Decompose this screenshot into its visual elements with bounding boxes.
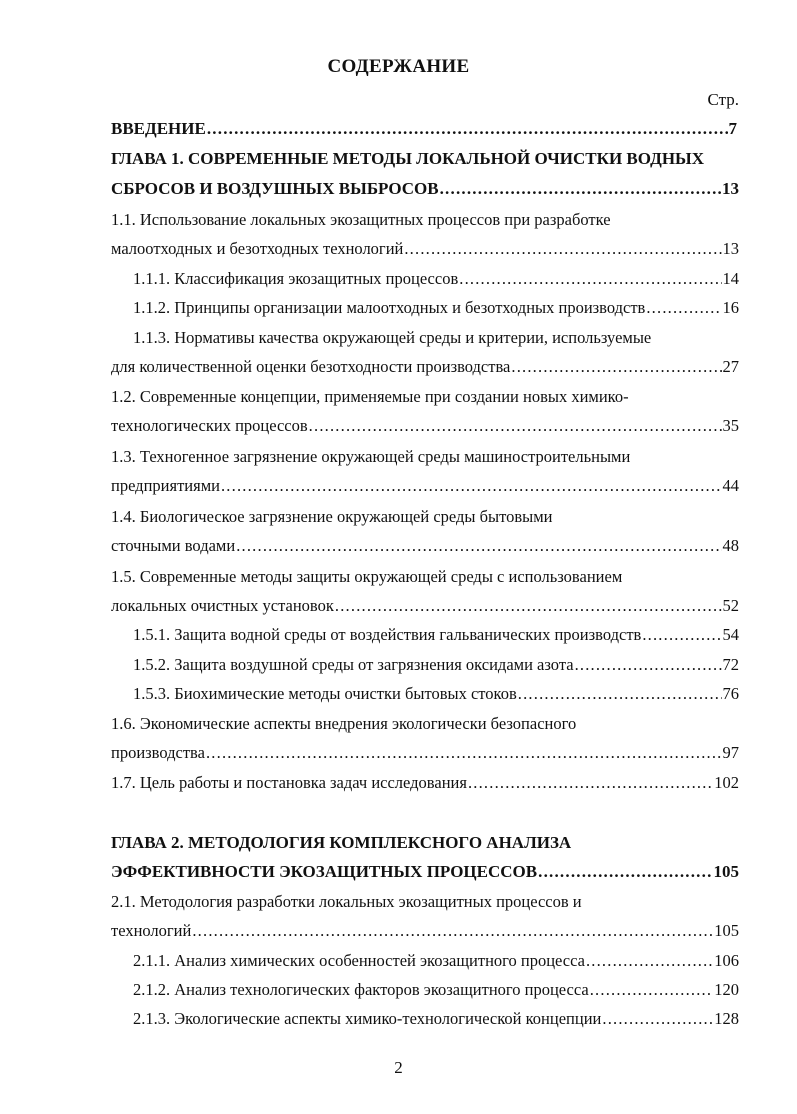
toc-title: СОДЕРЖАНИЕ (327, 56, 470, 77)
toc-entry: 1.1.1. Классификация экозащитных процессов ..... 14 (133, 268, 739, 290)
toc-entry: 1.1. Использование локальных экозащитных процессов при разработке (111, 210, 611, 229)
toc-entry: сточными водами ..... 48 (111, 535, 739, 557)
toc-entry: 1.2. Современные концепции, применяемые при создании новых химико- (111, 387, 629, 406)
toc-entry: локальных очистных установок ..... 52 (111, 595, 739, 617)
toc-entry: технологических процессов ..... 35 (111, 415, 739, 437)
toc-entry: 1.7. Цель работы и постановка задач исследования ..... 102 (111, 772, 739, 794)
toc-entry: 1.5. Современные методы защиты окружающей среды с использованием (111, 567, 623, 586)
toc-entry: 1.4. Биологическое загрязнение окружающей среды бытовыми (111, 507, 553, 526)
toc-entry: ЭФФЕКТИВНОСТИ ЭКОЗАЩИТНЫХ ПРОЦЕССОВ ..... 105 (111, 861, 739, 883)
toc-entry: 1.6. Экономические аспекты внедрения экологически безопасного (111, 714, 577, 733)
toc-entry: производства ..... 97 (111, 742, 739, 764)
toc-entry: предприятиями ..... 44 (111, 475, 739, 497)
toc-entry: 1.5.1. Защита водной среды от воздействия гальванических производств ..... 54 (133, 624, 739, 646)
toc-entry: 1.5.2. Защита воздушной среды от загрязнения оксидами азота ..... 72 (133, 654, 739, 676)
toc-entry: 2.1.3. Экологические аспекты химико-технологической концепции ..... 128 (133, 1008, 739, 1030)
toc-entry: 2.1. Методология разработки локальных экозащитных процессов и (111, 892, 582, 911)
toc-entry: технологий ..... 105 (111, 920, 739, 942)
page-number: 2 (394, 1058, 403, 1077)
toc-entry: 1.1.2. Принципы организации малоотходных и безотходных производств ..... 16 (133, 297, 739, 319)
toc-entry: 1.1.3. Нормативы качества окружающей среды и критерии, используемые (133, 328, 652, 347)
toc-entry: 1.5.3. Биохимические методы очистки бытовых стоков ..... 76 (133, 683, 739, 705)
toc-entry: 2.1.2. Анализ технологических факторов экозащитного процесса ..... 120 (133, 979, 739, 1001)
toc-entry: малоотходных и безотходных технологий ..... 13 (111, 238, 739, 260)
toc-entry: для количественной оценки безотходности производства ..... 27 (111, 356, 739, 378)
toc-entry: ГЛАВА 2. МЕТОДОЛОГИЯ КОМПЛЕКСНОГО АНАЛИЗА (111, 833, 572, 852)
toc-entry: ВВЕДЕНИЕ ..... 7 (111, 118, 737, 140)
toc-entry: 2.1.1. Анализ химических особенностей экозащитного процесса ..... 106 (133, 950, 739, 972)
toc-entry: СБРОСОВ И ВОЗДУШНЫХ ВЫБРОСОВ ..... 13 (111, 178, 739, 200)
toc-entry: ГЛАВА 1. СОВРЕМЕННЫЕ МЕТОДЫ ЛОКАЛЬНОЙ ОЧИСТКИ ВОДНЫХ (111, 149, 705, 168)
page-column-label: Стр. (707, 90, 739, 109)
toc-entry: 1.3. Техногенное загрязнение окружающей среды машиностроительными (111, 447, 631, 466)
